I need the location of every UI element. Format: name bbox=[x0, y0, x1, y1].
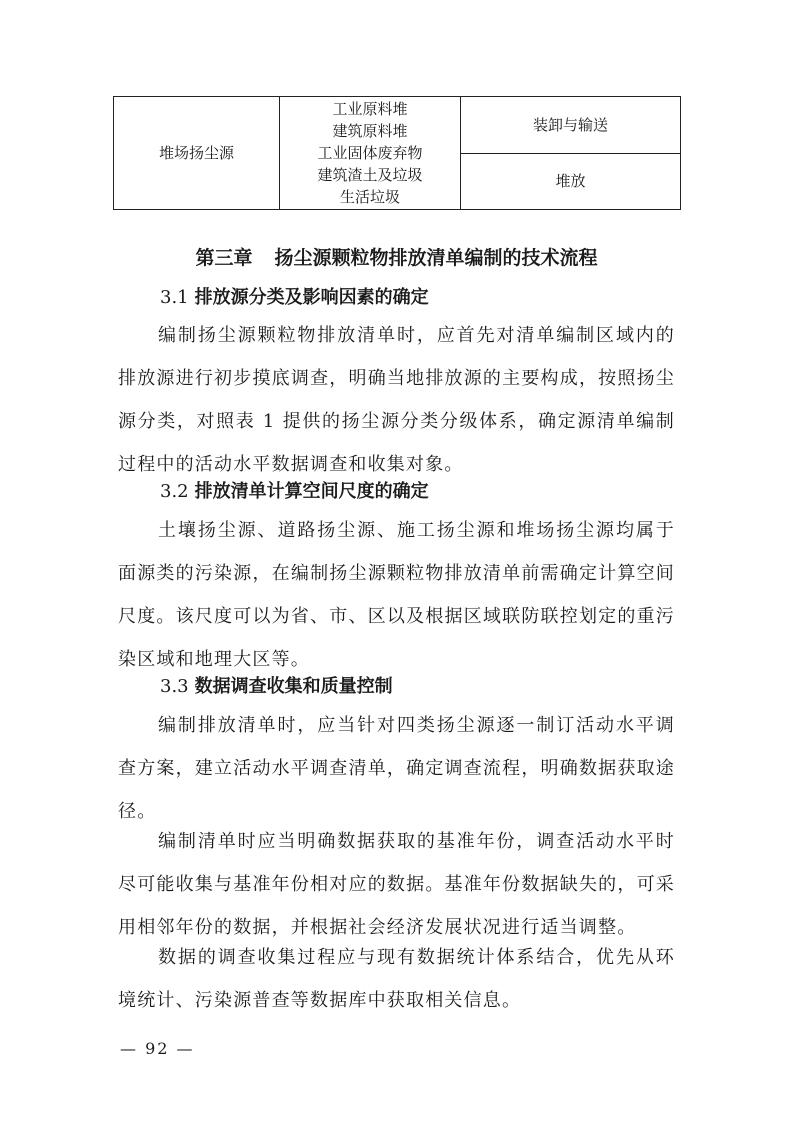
section-title: 排放源分类及影响因素的确定 bbox=[194, 287, 429, 308]
material-item: 工业固体废弃物 bbox=[317, 144, 423, 162]
paragraph: 土壤扬尘源、道路扬尘源、施工扬尘源和堆场扬尘源均属于面源类的污染源，在编制扬尘源颗粒物排放清单前需确定计算空间尺度。该尺度可以为省、市、区以及根据区域联防联控划定的重污染区域和地理大区等。 bbox=[118, 520, 675, 670]
material-item: 建筑渣土及垃圾 bbox=[317, 166, 423, 184]
activity-label: 装卸与输送 bbox=[532, 115, 608, 134]
section-heading-3-1 bbox=[160, 284, 429, 312]
chapter-heading bbox=[0, 244, 793, 272]
activity-cell bbox=[461, 153, 681, 210]
section-number: 3.2 bbox=[160, 481, 189, 502]
section-heading-3-3 bbox=[160, 673, 393, 701]
emission-source-table bbox=[113, 96, 681, 210]
section-number: 3.3 bbox=[160, 676, 189, 697]
section-number: 3.1 bbox=[160, 287, 189, 308]
paragraph: 数据的调查收集过程应与现有数据统计体系结合，优先从环境统计、污染源普查等数据库中获取相关信息。 bbox=[118, 947, 675, 1011]
activity-label: 堆放 bbox=[555, 172, 586, 191]
chapter-number: 第三章 bbox=[195, 247, 253, 269]
activity-cell bbox=[461, 97, 681, 154]
source-category-cell bbox=[114, 97, 280, 210]
material-item: 工业原料堆 bbox=[332, 100, 408, 118]
section-title: 数据调查收集和质量控制 bbox=[194, 676, 393, 697]
paragraph: 编制排放清单时，应当针对四类扬尘源逐一制订活动水平调查方案，建立活动水平调查清单，确定调查流程，明确数据获取途径。 bbox=[118, 715, 675, 822]
source-category-label: 堆场扬尘源 bbox=[158, 144, 234, 162]
paragraph: 编制扬尘源颗粒物排放清单时，应首先对清单编制区域内的排放源进行初步摸底调查，明确当地排放源的主要构成，按照扬尘源分类，对照表 1 提供的扬尘源分类分级体系，确定源清单编制过程中的活动水平数据调查和收集对象。 bbox=[118, 325, 675, 475]
material-item: 生活垃圾 bbox=[339, 188, 400, 206]
section-heading-3-2 bbox=[160, 478, 429, 506]
material-list-cell bbox=[280, 97, 461, 210]
chapter-title: 扬尘源颗粒物排放清单编制的技术流程 bbox=[274, 247, 598, 269]
section-title: 排放清单计算空间尺度的确定 bbox=[194, 481, 429, 502]
page-number: — 92 — bbox=[120, 1039, 195, 1058]
paragraph: 编制清单时应当明确数据获取的基准年份，调查活动水平时尽可能收集与基准年份相对应的数据。基准年份数据缺失的，可采用相邻年份的数据，并根据社会经济发展状况进行适当调整。 bbox=[118, 831, 675, 938]
material-item: 建筑原料堆 bbox=[332, 122, 408, 140]
